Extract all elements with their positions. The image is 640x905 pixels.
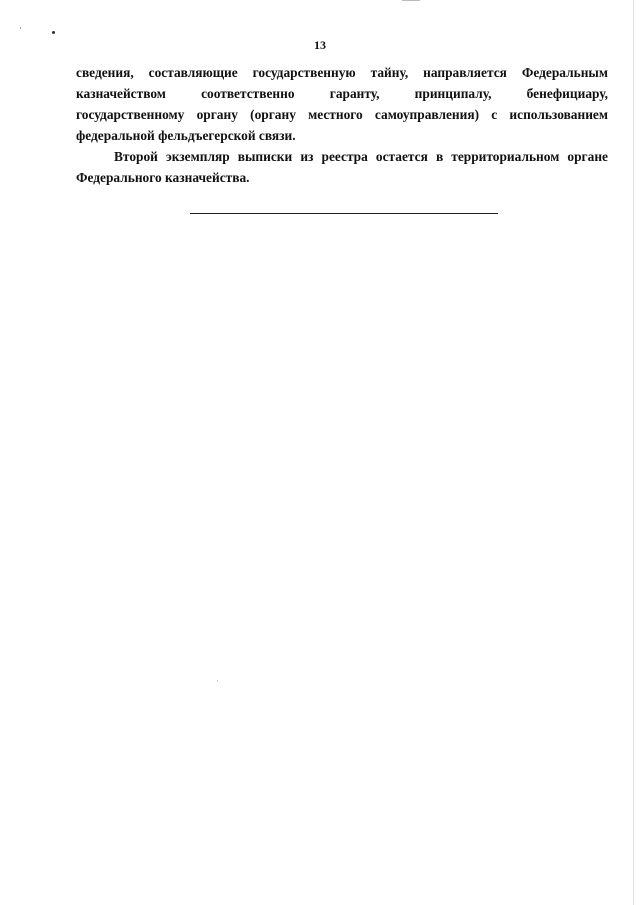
end-of-document-rule: [190, 213, 498, 214]
text-line: Второй экземпляр выписки из реестра остается в территориальном органе: [114, 149, 608, 164]
page-number: 13: [314, 38, 326, 52]
paragraph-second-copy: [76, 146, 608, 188]
text-line: Федерального казначейства.: [76, 170, 250, 185]
scan-speck: [402, 0, 420, 1]
scan-edge-shadow: [633, 0, 634, 905]
document-body: [76, 62, 608, 188]
text-line: государственному органу (органу местного самоуправления) с использованием: [76, 107, 608, 122]
scan-speck: [217, 680, 218, 681]
text-line: федеральной фельдъегерской связи.: [76, 128, 296, 143]
paragraph-secret-delivery: [76, 62, 608, 146]
text-line: сведения, составляющие государственную тайну, направляется Федеральным: [76, 65, 608, 80]
scan-speck: [20, 27, 21, 29]
scan-speck: [52, 31, 55, 34]
text-line: казначейством соответственно гаранту, принципалу, бенефициару,: [76, 86, 608, 101]
